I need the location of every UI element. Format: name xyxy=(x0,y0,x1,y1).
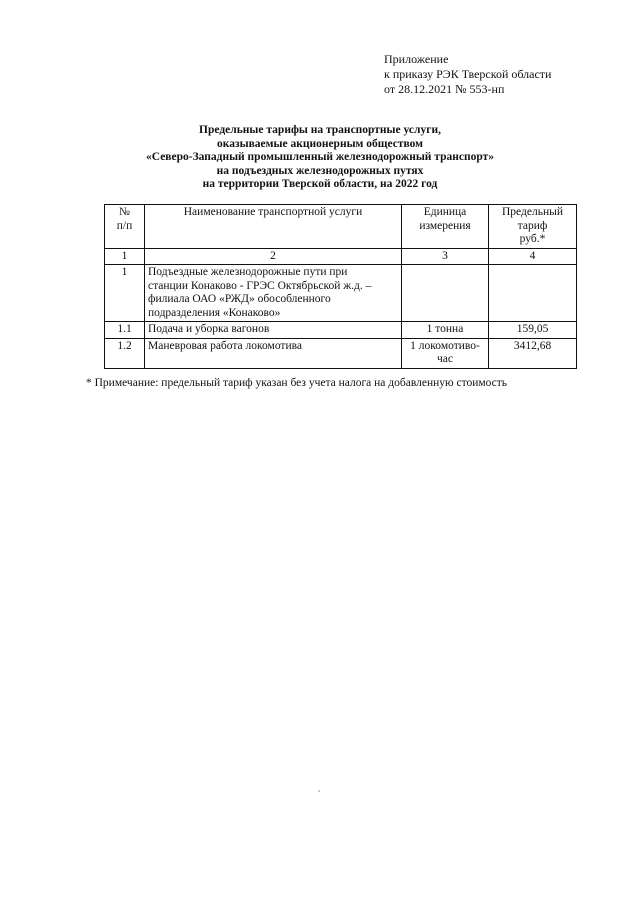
table-header-row xyxy=(105,205,577,249)
row-tariff: 159,05 xyxy=(489,322,577,339)
title-line: на подъездных железнодорожных путях xyxy=(216,164,424,177)
row-name-line: подразделения «Конаково» xyxy=(148,306,281,319)
row-name-line: станции Конаково - ГРЭС Октябрьской ж.д. – xyxy=(148,279,372,292)
column-number: 1 xyxy=(105,248,145,265)
row-unit-line: 1 локомотиво- xyxy=(410,339,480,352)
table-row xyxy=(105,322,577,339)
header-unit-line: измерения xyxy=(419,219,471,232)
appendix-line: от 28.12.2021 № 553-нп xyxy=(384,82,505,96)
appendix-header xyxy=(384,52,551,97)
row-unit xyxy=(402,265,489,322)
column-number: 4 xyxy=(489,248,577,265)
header-num-line: п/п xyxy=(116,219,133,232)
row-unit-line: час xyxy=(437,353,453,365)
title-line: Предельные тарифы на транспортные услуги, xyxy=(199,124,441,136)
row-name: Подача и уборка вагонов xyxy=(145,322,402,339)
header-unit xyxy=(402,205,489,249)
row-name-line: филиала ОАО «РЖД» обособленного xyxy=(148,293,331,305)
header-tariff-line: руб.* xyxy=(519,233,546,245)
header-tariff xyxy=(489,205,577,249)
header-tariff-line: тариф xyxy=(517,219,548,232)
row-unit: 1 тонна xyxy=(402,322,489,339)
row-num: 1.1 xyxy=(105,322,145,339)
table-row xyxy=(105,338,577,368)
appendix-line: Приложение xyxy=(384,52,449,66)
title-line: на территории Тверской области, на 2022 год xyxy=(202,178,438,190)
tariffs-table xyxy=(104,204,577,369)
document-title xyxy=(80,124,560,192)
row-unit xyxy=(402,338,489,368)
header-num-line: № xyxy=(119,206,130,218)
header-num xyxy=(105,205,145,249)
title-line: «Северо-Западный промышленный железнодорожный транспорт» xyxy=(146,151,494,163)
row-tariff: 3412,68 xyxy=(489,338,577,368)
row-num: 1.2 xyxy=(105,338,145,368)
footnote: * Примечание: предельный тариф указан без учета налога на добавленную стоимость xyxy=(86,377,508,389)
scan-speck xyxy=(318,790,320,792)
column-number: 3 xyxy=(402,248,489,265)
header-name xyxy=(145,205,402,249)
appendix-line: к приказу РЭК Тверской области xyxy=(384,67,552,81)
column-number: 2 xyxy=(145,248,402,265)
row-tariff xyxy=(489,265,577,322)
row-name-line: Подъездные железнодорожные пути при xyxy=(148,266,348,278)
row-name: Маневровая работа локомотива xyxy=(145,338,402,368)
row-name xyxy=(145,265,402,322)
table-row xyxy=(105,265,577,322)
header-name-text: Наименование транспортной услуги xyxy=(183,206,363,218)
header-tariff-line: Предельный xyxy=(502,206,563,218)
column-number-row xyxy=(105,248,577,265)
title-line: оказываемые акционерным обществом xyxy=(217,137,423,150)
header-unit-line: Единица xyxy=(423,206,467,218)
row-num: 1 xyxy=(105,265,145,322)
